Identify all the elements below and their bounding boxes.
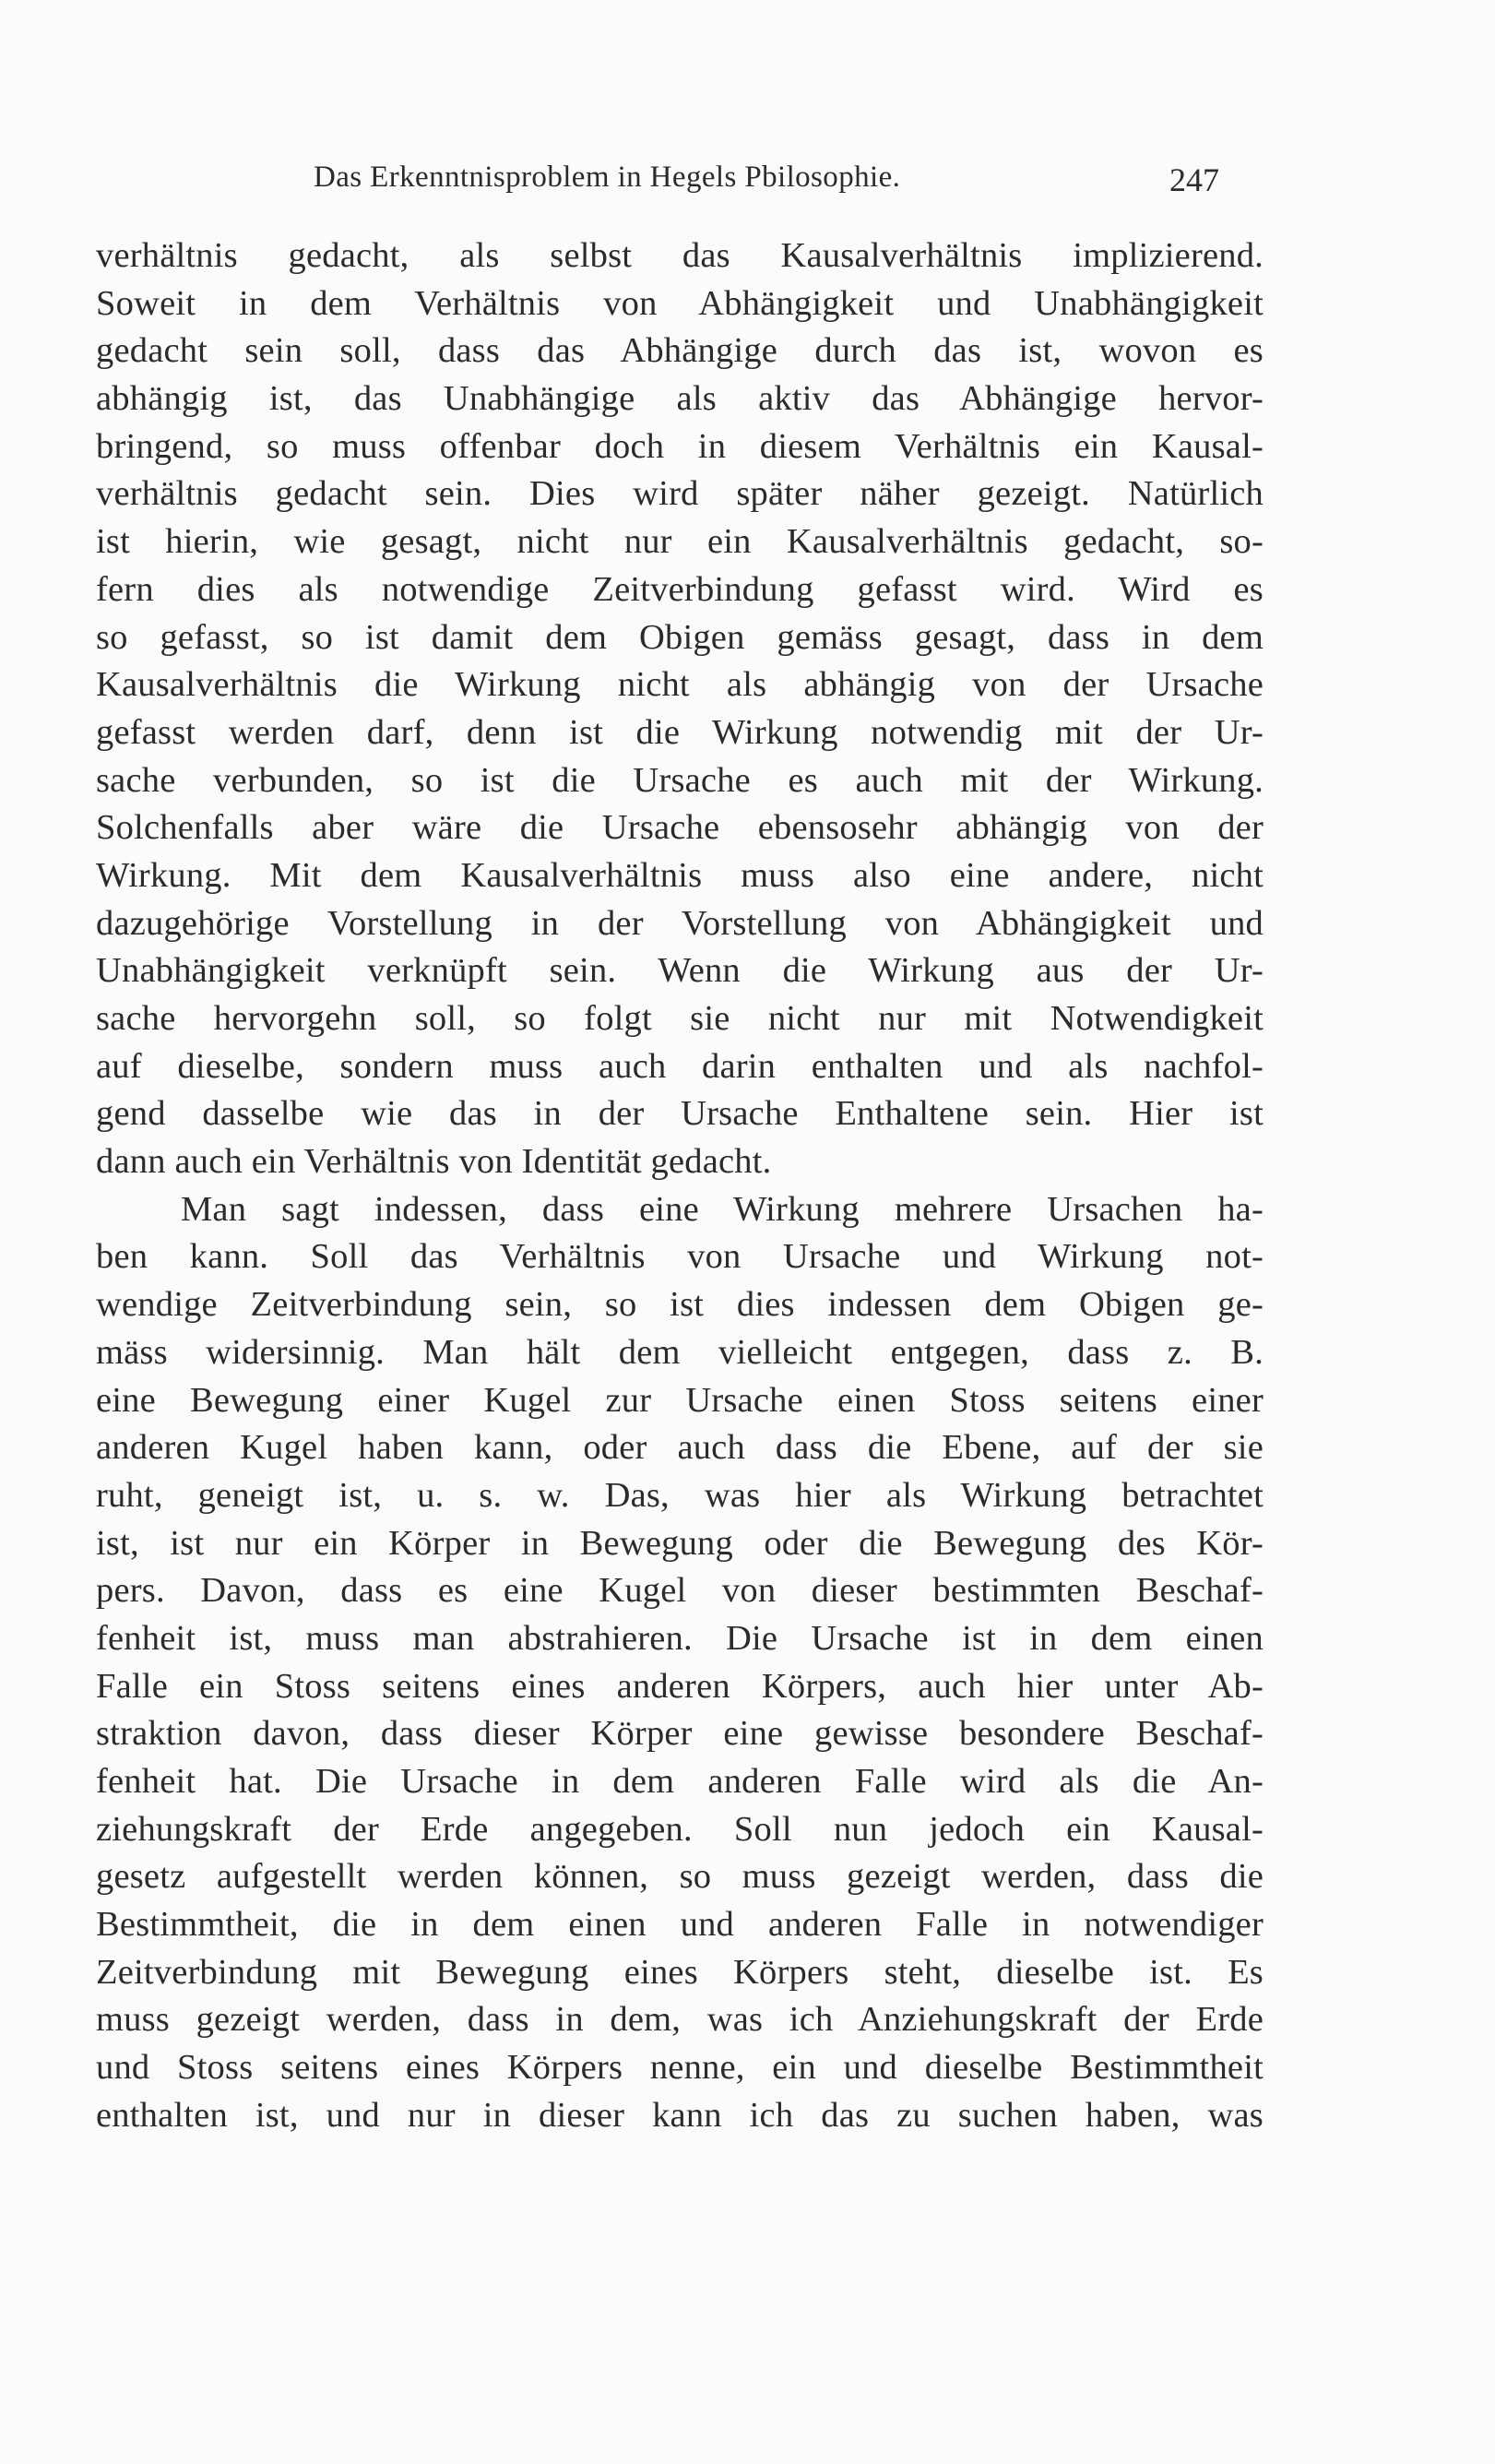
text-line: auf dieselbe, sondern muss auch darin enthalten und als nachfol-: [96, 1046, 1264, 1086]
text-line: so gefasst, so ist damit dem Obigen gemäss gesagt, dass in dem: [96, 617, 1264, 657]
text-line: gedacht sein soll, dass das Abhängige durch das ist, wovon es: [96, 331, 1264, 371]
text-line: verhältnis gedacht, als selbst das Kausalverhältnis implizierend.: [96, 236, 1264, 275]
page-number: 247: [1169, 161, 1219, 198]
text-line: anderen Kugel haben kann, oder auch dass die Ebene, auf der sie: [96, 1428, 1264, 1468]
running-title: Das Erkenntnisproblem in Hegels Pbilosophie.: [314, 161, 901, 194]
text-line: eine Bewegung einer Kugel zur Ursache einen Stoss seitens einer: [96, 1380, 1264, 1420]
text-line: Unabhängigkeit verknüpft sein. Wenn die Wirkung aus der Ur-: [96, 951, 1264, 991]
text-line: abhängig ist, das Unabhängige als aktiv das Abhängige hervor-: [96, 379, 1264, 419]
paragraph-last-line: dann auch ein Verhältnis von Identität gedacht.: [96, 1142, 772, 1182]
text-line: ruht, geneigt ist, u. s. w. Das, was hier als Wirkung betrachtet: [96, 1475, 1264, 1515]
text-line: fenheit ist, muss man abstrahieren. Die Ursache ist in dem einen: [96, 1618, 1264, 1658]
text-line: ist, ist nur ein Körper in Bewegung oder die Bewegung des Kör-: [96, 1523, 1264, 1563]
page-header: [314, 161, 1219, 216]
text-line: gesetz aufgestellt werden können, so muss gezeigt werden, dass die: [96, 1857, 1264, 1897]
text-line: pers. Davon, dass es eine Kugel von dieser bestimmten Beschaf-: [96, 1571, 1264, 1611]
text-line: dazugehörige Vorstellung in der Vorstellung von Abhängigkeit und: [96, 903, 1264, 943]
text-line: sache hervorgehn soll, so folgt sie nicht nur mit Notwendigkeit: [96, 999, 1264, 1038]
text-line: mäss widersinnig. Man hält dem vielleicht entgegen, dass z. B.: [96, 1332, 1264, 1372]
text-line: Solchenfalls aber wäre die Ursache ebensosehr abhängig von der: [96, 808, 1264, 848]
text-line: Bestimmtheit, die in dem einen und anderen Falle in notwendiger: [96, 1905, 1264, 1945]
text-line: gefasst werden darf, denn ist die Wirkung notwendig mit der Ur-: [96, 712, 1264, 752]
text-line: wendige Zeitverbindung sein, so ist dies indessen dem Obigen ge-: [96, 1285, 1264, 1325]
text-line: bringend, so muss offenbar doch in diesem Verhältnis ein Kausal-: [96, 426, 1264, 466]
text-line: fenheit hat. Die Ursache in dem anderen Falle wird als die An-: [96, 1762, 1264, 1801]
text-line: enthalten ist, und nur in dieser kann ich das zu suchen haben, was: [96, 2095, 1264, 2135]
text-line: straktion davon, dass dieser Körper eine gewisse besondere Beschaf-: [96, 1714, 1264, 1754]
text-line: fern dies als notwendige Zeitverbindung gefasst wird. Wird es: [96, 569, 1264, 609]
text-line: Soweit in dem Verhältnis von Abhängigkeit und Unabhängigkeit: [96, 283, 1264, 323]
text-line: sache verbunden, so ist die Ursache es auch mit der Wirkung.: [96, 760, 1264, 800]
paragraph-first-line: Man sagt indessen, dass eine Wirkung mehrere Ursachen ha-: [181, 1189, 1264, 1229]
text-line: gend dasselbe wie das in der Ursache Enthaltene sein. Hier ist: [96, 1094, 1264, 1134]
text-line: ist hierin, wie gesagt, nicht nur ein Kausalverhältnis gedacht, so-: [96, 522, 1264, 562]
text-line: ziehungskraft der Erde angegeben. Soll nun jedoch ein Kausal-: [96, 1809, 1264, 1849]
text-line: Zeitverbindung mit Bewegung eines Körpers steht, dieselbe ist. Es: [96, 1952, 1264, 1992]
text-line: muss gezeigt werden, dass in dem, was ich Anziehungskraft der Erde: [96, 2000, 1264, 2040]
text-line: Wirkung. Mit dem Kausalverhältnis muss also eine andere, nicht: [96, 855, 1264, 895]
body-text: [96, 232, 1264, 2140]
text-line: und Stoss seitens eines Körpers nenne, ein und dieselbe Bestimmtheit: [96, 2048, 1264, 2088]
text-line: verhältnis gedacht sein. Dies wird später näher gezeigt. Natürlich: [96, 474, 1264, 514]
text-line: ben kann. Soll das Verhältnis von Ursache und Wirkung not-: [96, 1237, 1264, 1277]
text-line: Falle ein Stoss seitens eines anderen Körpers, auch hier unter Ab-: [96, 1666, 1264, 1706]
text-line: Kausalverhältnis die Wirkung nicht als abhängig von der Ursache: [96, 665, 1264, 705]
